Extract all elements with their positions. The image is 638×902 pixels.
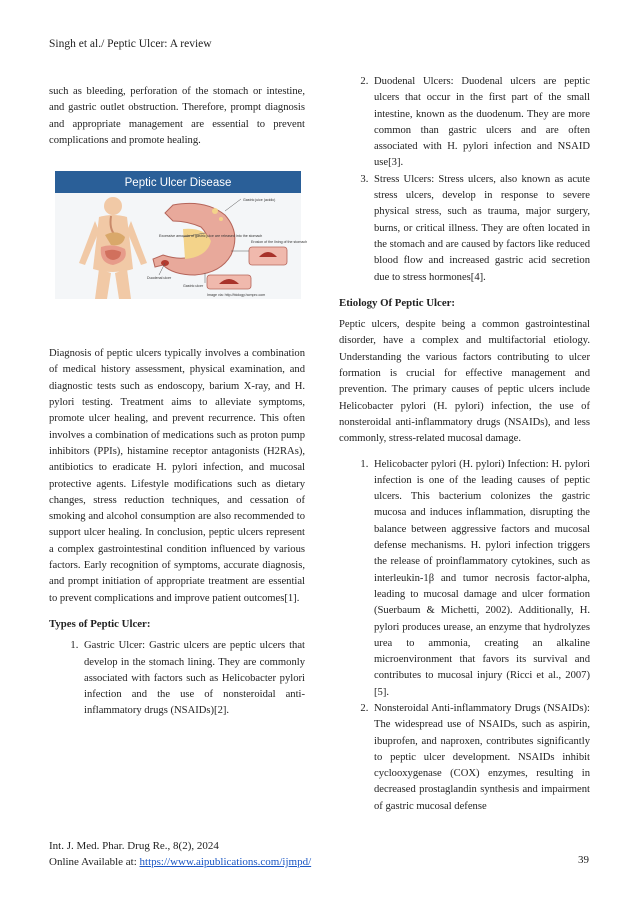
list-item: 2. Nonsteroidal Anti-inflammatory Drugs (NSAIDs): The widespread use of NSAIDs, such as aspirin, ibuprofen, and naproxen, contributes significantly to peptic ulcer development. NSAIDs inhibit cyclooxygenase (COX) enzymes, resulting in decreased prostaglandin synthesis and impairment of gastric mucosal defense <box>371 701 590 815</box>
online-prefix: Online Available at: <box>49 856 140 868</box>
types-heading: Types of Peptic Ulcer: <box>49 617 151 630</box>
left-column <box>49 84 308 729</box>
peptic-ulcer-figure <box>55 171 308 299</box>
journal-citation: Int. J. Med. Phar. Drug Re., 8(2), 2024 <box>49 840 219 852</box>
label-excessive: Excessive amounts of gastric juice are released into the stomach <box>159 234 263 239</box>
figure-illustration <box>55 171 308 299</box>
label-duodenal-ulcer: Duodenal ulcer <box>147 276 172 281</box>
list-item: 1. Gastric Ulcer: Gastric ulcers are peptic ulcers that develop in the stomach lining. They are commonly associated with factors such as Helicobacter pylori infection and the use of nonsteroidal anti-inflammatory drugs (NSAIDs)[2]. <box>81 638 305 719</box>
right-column <box>339 74 590 824</box>
etiology-paragraph: Peptic ulcers, despite being a common gastrointestinal disorder, have a complex and multifactorial etiology. Understanding the various factors contributing to ulcer formation is crucial for effective management and prevention. The primary causes of peptic ulcers include Helicobacter pylori (H. pylori) infection, the use of nonsteroidal anti-inflammatory drugs (NSAIDs), and less commonly, stress-related mucosal damage. <box>339 319 590 445</box>
page-number: 39 <box>578 854 589 866</box>
online-availability <box>49 854 311 870</box>
label-gastric-juice: Gastric juice (acidic) <box>243 198 276 203</box>
list-item: 3. Stress Ulcers: Stress ulcers, also known as acute stress ulcers, develop in response to severe physical stress, such as trauma, major surgery, burns, or critical illness. They are often located in the stomach and are caused by factors like reduced blood flow and increased gastric acid secretion due to stress hormones[4]. <box>371 172 590 286</box>
figure-title: Peptic Ulcer Disease <box>124 177 232 190</box>
figure-credit: Image via: http://biology.hcmprc.com <box>207 293 266 298</box>
list-item: 2. Duodenal Ulcers: Duodenal ulcers are peptic ulcers that occur in the first part of the small intestine, known as the duodenum. They are more common than gastric ulcers and are often associated with H. pylori infection and NSAID use[3]. <box>371 74 590 172</box>
etiology-heading: Etiology Of Peptic Ulcer: <box>339 296 456 309</box>
label-erosion: Erosion of the lining of the stomach <box>251 240 308 245</box>
journal-link[interactable]: https://www.aipublications.com/ijmpd/ <box>139 856 312 868</box>
types-list-right <box>339 74 590 286</box>
intro-paragraph: such as bleeding, perforation of the stomach or intestine, and gastric outlet obstruction. Therefore, prompt diagnosis and appropriate management are essential to prevent complications and promote healing. <box>49 86 305 146</box>
etiology-list <box>339 457 590 816</box>
diagnosis-paragraph: Diagnosis of peptic ulcers typically involves a combination of medical history assessment, physical examination, and diagnostic tests such as endoscopy, barium X-ray, and H. pylori testing. Treatment aims to alleviate symptoms, promote ulcer healing, and prevent recurrence. This often involves a combination of medications such as proton pump inhibitors (PPIs), histamine receptor antagonists (H2RAs), antibiotics to eradicate H. pylori infection, and mucosal protective agents. Lifestyle modifications such as dietary changes, stress reduction techniques, and cessation of smoking and alcohol consumption are also recommended to support ulcer healing. In conclusion, peptic ulcers represent a complex gastrointestinal condition influenced by various factors. Early recognition of symptoms, accurate diagnosis, and prompt initiation of appropriate treatment are essential to prevent complications and improve patient outcomes[1]. <box>49 348 305 604</box>
label-gastric-ulcer: Gastric ulcer <box>183 284 204 289</box>
list-item: 1. Helicobacter pylori (H. pylori) Infection: H. pylori infection is one of the leading causes of peptic ulcers. This bacterium colonizes the gastric mucosa and induces inflammation, disrupting the balance between aggressive factors and mucosal defense mechanisms. H. pylori infection triggers the release of proinflammatory cytokines, such as interleukin-1β and tumor necrosis factor-alpha, leading to mucosal damage and ulcer formation (Suerbaum & Michetti, 2002). Additionally, H. pylori produces urease, an enzyme that hydrolyzes urea to ammonia, creating an alkaline microenvironment that favors its survival and contributes to mucosal injury (Ricci et al., 2007)[5]. <box>371 457 590 701</box>
page-footer <box>49 838 311 870</box>
running-header: Singh et al./ Peptic Ulcer: A review <box>49 38 212 50</box>
types-list-left <box>49 638 305 719</box>
